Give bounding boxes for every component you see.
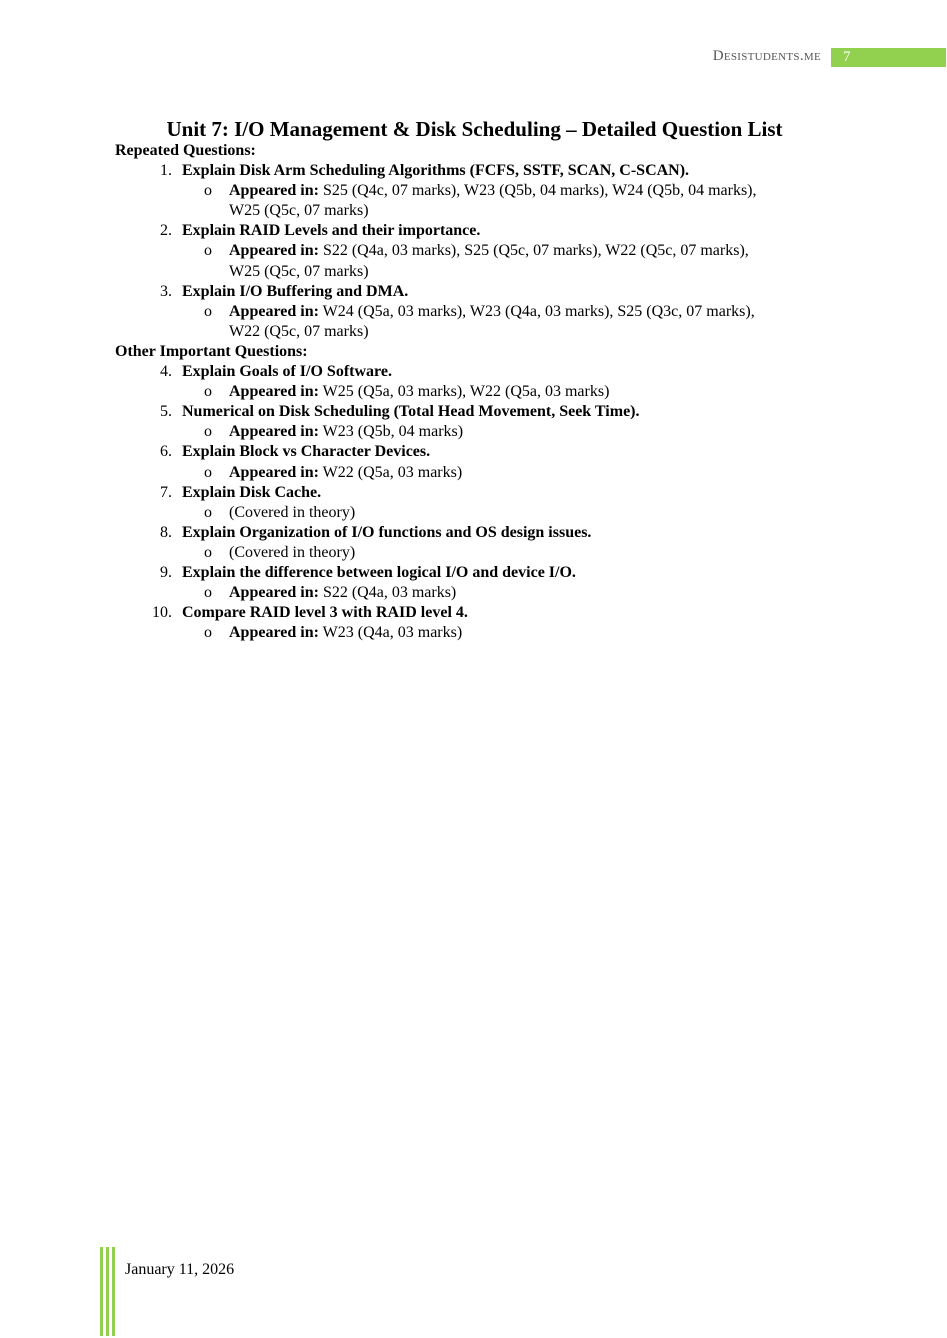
repeated-questions-heading: Repeated Questions: [115, 142, 256, 159]
question-item [115, 523, 835, 563]
question-item [115, 483, 835, 523]
appeared-in-label: Appeared in: [229, 463, 319, 481]
bullet-icon: o [204, 182, 212, 200]
question-item [115, 362, 835, 402]
question-item [115, 221, 835, 281]
appearance-info [228, 422, 819, 442]
question-item [115, 161, 835, 221]
appearance-line [229, 503, 819, 523]
other-questions [115, 362, 835, 643]
appearance-line [229, 322, 819, 342]
site-name: Desistudents.me [712, 48, 821, 64]
question-item [115, 603, 835, 643]
question-text: Explain Disk Arm Scheduling Algorithms (FCFS, SSTF, SCAN, C-SCAN). [182, 162, 690, 180]
appearance-info [228, 503, 819, 523]
appearance-line [229, 422, 819, 442]
question-text: Numerical on Disk Scheduling (Total Head Movement, Seek Time). [182, 403, 640, 421]
appearance-detail: S22 (Q4a, 03 marks) [322, 584, 457, 602]
appearance-info [228, 543, 819, 563]
question-number: 10. [152, 604, 172, 622]
appearance-info [228, 623, 819, 643]
bullet-icon: o [204, 584, 212, 602]
appearance-line [229, 201, 819, 221]
appearance-line [229, 302, 819, 322]
footer-date: January 11, 2026 [125, 1261, 235, 1278]
appeared-in-label: Appeared in: [229, 383, 319, 401]
question-item [115, 282, 835, 342]
question-text: Explain RAID Levels and their importance. [182, 222, 481, 240]
other-questions-heading: Other Important Questions: [115, 342, 308, 360]
page-number: 7 [831, 48, 946, 67]
question-text: Explain the difference between logical I/O and device I/O. [182, 563, 576, 581]
question-number: 8. [160, 523, 172, 541]
appearance-line [229, 543, 819, 563]
appearance-line [229, 583, 819, 603]
question-text: Explain Block vs Character Devices. [182, 443, 431, 461]
bullet-icon: o [204, 302, 212, 320]
question-number: 6. [160, 443, 172, 461]
question-number: 5. [160, 403, 172, 421]
bullet-icon: o [204, 503, 212, 521]
question-number: 1. [160, 162, 172, 180]
appearance-detail: S25 (Q4c, 07 marks), W23 (Q5b, 04 marks), W24 (Q5b, 04 marks), [322, 182, 757, 200]
appearance-detail: W25 (Q5c, 07 marks) [229, 202, 369, 220]
appearance-line [229, 181, 819, 201]
question-item [115, 402, 835, 442]
appearance-detail: W23 (Q5b, 04 marks) [322, 423, 464, 441]
question-text: Explain Organization of I/O functions and OS design issues. [182, 523, 592, 541]
appearance-detail: W22 (Q5c, 07 marks) [229, 322, 369, 340]
question-number: 4. [160, 363, 172, 381]
appearance-detail: W24 (Q5a, 03 marks), W23 (Q4a, 03 marks), S25 (Q3c, 07 marks), [322, 302, 755, 320]
appeared-in-label: Appeared in: [229, 242, 319, 260]
question-number: 2. [160, 222, 172, 240]
appearance-info [228, 302, 819, 342]
appearance-detail: (Covered in theory) [229, 543, 356, 561]
appearance-detail: W25 (Q5c, 07 marks) [229, 262, 369, 280]
bullet-icon: o [204, 624, 212, 642]
appeared-in-label: Appeared in: [229, 423, 319, 441]
appearance-line [229, 241, 819, 261]
appearance-detail: W23 (Q4a, 03 marks) [322, 624, 463, 642]
question-text: Explain I/O Buffering and DMA. [182, 282, 409, 300]
bullet-icon: o [204, 463, 212, 481]
appeared-in-label: Appeared in: [229, 624, 319, 642]
question-item [115, 563, 835, 603]
question-item [115, 442, 835, 482]
question-list [115, 141, 835, 643]
repeated-questions [115, 161, 835, 342]
appearance-detail: W22 (Q5a, 03 marks) [322, 463, 463, 481]
question-text: Explain Disk Cache. [182, 483, 322, 501]
appearance-line [229, 382, 819, 402]
appearance-info [228, 181, 819, 221]
appearance-info [228, 382, 819, 402]
document-title: Unit 7: I/O Management & Disk Scheduling – Detailed Question List [166, 117, 783, 141]
question-number: 3. [160, 282, 172, 300]
appearance-detail: W25 (Q5a, 03 marks), W22 (Q5a, 03 marks) [322, 383, 610, 401]
appearance-info [228, 463, 819, 483]
bullet-icon: o [204, 242, 212, 260]
appearance-line [229, 463, 819, 483]
appearance-detail: (Covered in theory) [229, 503, 356, 521]
appearance-info [228, 583, 819, 603]
question-number: 9. [160, 563, 172, 581]
appearance-line [229, 623, 819, 643]
appeared-in-label: Appeared in: [229, 302, 319, 320]
appeared-in-label: Appeared in: [229, 182, 319, 200]
appearance-info [228, 241, 819, 281]
appearance-detail: S22 (Q4a, 03 marks), S25 (Q5c, 07 marks), W22 (Q5c, 07 marks), [322, 242, 749, 260]
footer-accent-bars [100, 1247, 116, 1336]
question-text: Compare RAID level 3 with RAID level 4. [182, 604, 468, 622]
bullet-icon: o [204, 543, 212, 561]
appeared-in-label: Appeared in: [229, 584, 319, 602]
appearance-line [229, 262, 819, 282]
question-text: Explain Goals of I/O Software. [182, 363, 392, 381]
bullet-icon: o [204, 383, 212, 401]
bullet-icon: o [204, 423, 212, 441]
question-number: 7. [160, 483, 172, 501]
